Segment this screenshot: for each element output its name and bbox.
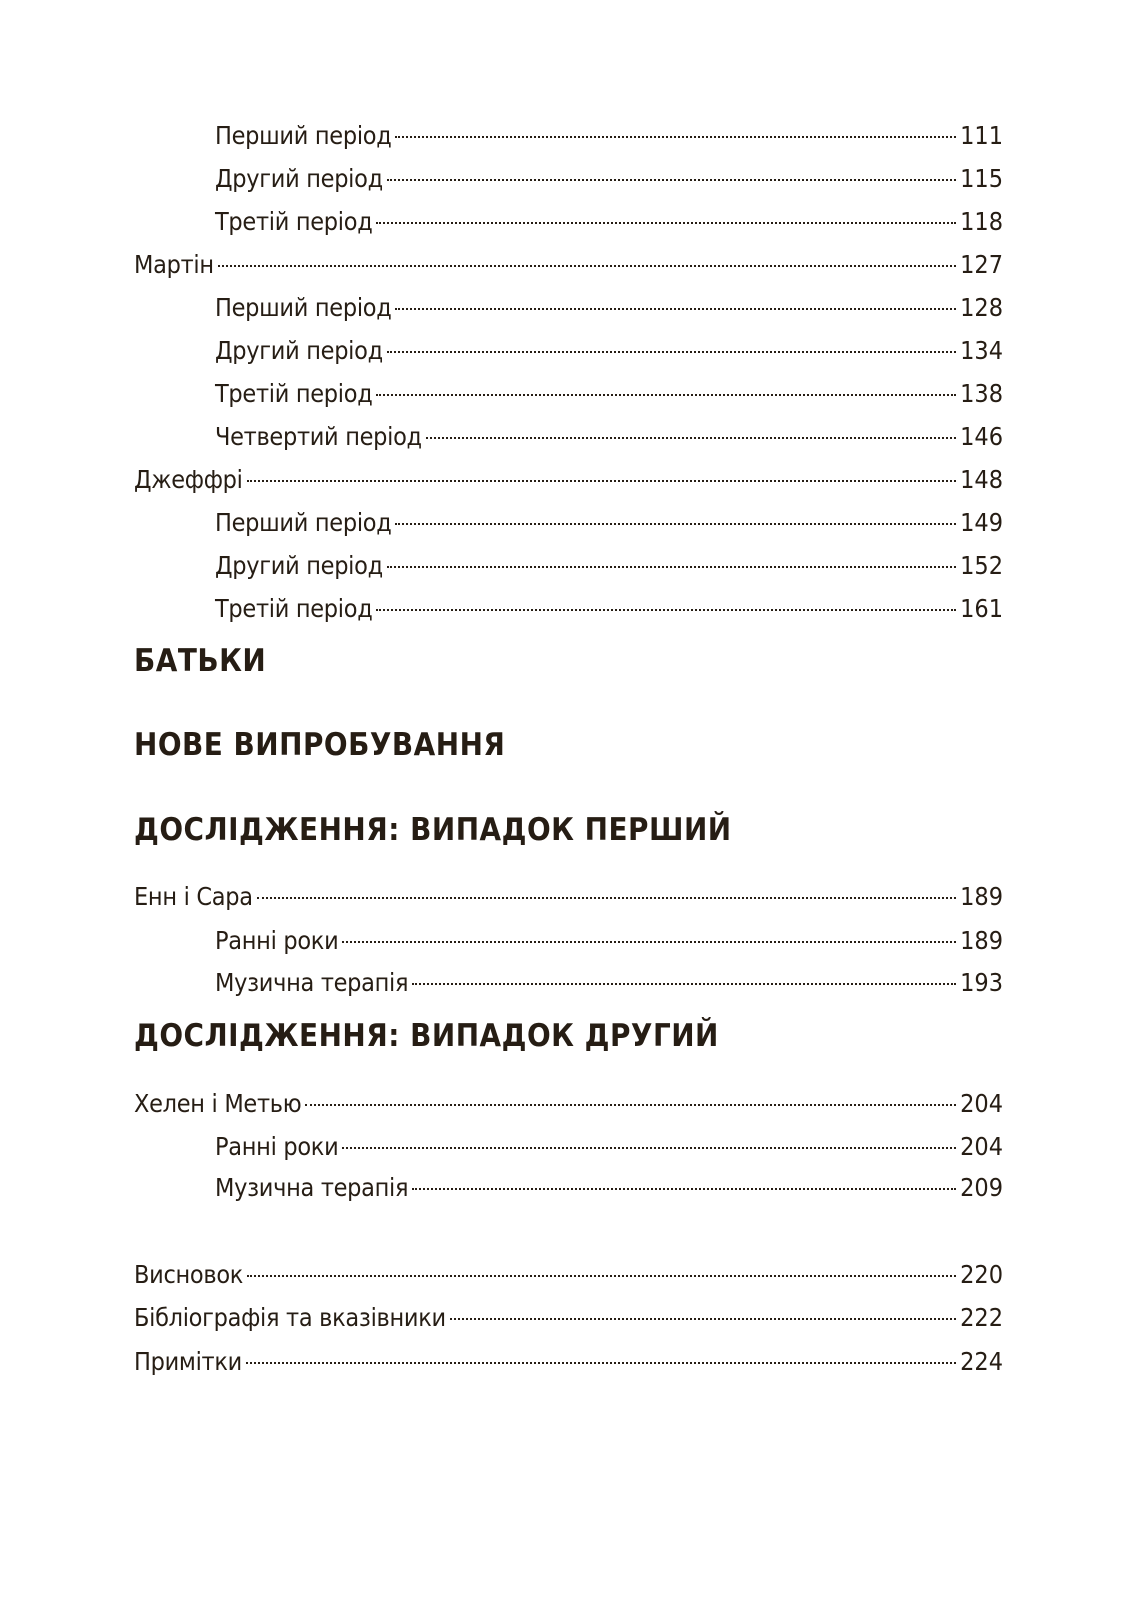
toc-page-number: 146: [960, 422, 1003, 451]
toc-subentry[interactable]: [215, 164, 1003, 194]
toc-entry[interactable]: [134, 1260, 1003, 1290]
toc-subentry[interactable]: [215, 336, 1003, 366]
dot-leader: [257, 897, 956, 899]
toc-page-number: 222: [960, 1303, 1003, 1332]
toc-page-number: 127: [960, 250, 1003, 279]
toc-page-number: 209: [960, 1173, 1003, 1202]
toc-entry[interactable]: [134, 1347, 1003, 1377]
toc-entry[interactable]: [134, 882, 1003, 912]
dot-leader: [342, 941, 956, 943]
toc-subentry[interactable]: [215, 207, 1003, 237]
toc-subentry[interactable]: [215, 594, 1003, 624]
toc-entry-label: Другий період: [215, 551, 383, 580]
toc-page-number: 161: [960, 594, 1003, 623]
dot-leader: [305, 1104, 956, 1106]
dot-leader: [426, 437, 956, 439]
toc-page-number: 128: [960, 293, 1003, 322]
section-heading[interactable]: ДОСЛІДЖЕННЯ: ВИПАДОК ДРУГИЙ: [134, 1018, 719, 1054]
toc-entry-label: Другий період: [215, 336, 383, 365]
section-heading[interactable]: ДОСЛІДЖЕННЯ: ВИПАДОК ПЕРШИЙ: [134, 812, 732, 848]
toc-page-number: 224: [960, 1347, 1003, 1376]
toc-entry-label: Музична терапія: [215, 968, 409, 997]
toc-entry[interactable]: [134, 1303, 1003, 1333]
toc-entry-label: Перший період: [215, 508, 392, 537]
dot-leader: [376, 609, 956, 611]
toc-entry[interactable]: [134, 1089, 1003, 1119]
toc-page-number: 220: [960, 1260, 1003, 1289]
dot-leader: [395, 523, 956, 525]
toc-entry-label: Хелен і Метью: [134, 1089, 302, 1118]
toc-entry-label: Третій період: [215, 379, 373, 408]
toc-entry-label: Джеффрі: [134, 465, 243, 494]
dot-leader: [247, 1275, 956, 1277]
toc-subentry[interactable]: [215, 379, 1003, 409]
toc-page-number: 134: [960, 336, 1003, 365]
toc-entry-label: Четвертий період: [215, 422, 422, 451]
dot-leader: [342, 1147, 956, 1149]
dot-leader: [376, 394, 956, 396]
toc-subentry[interactable]: [215, 508, 1003, 538]
toc-page-number: 152: [960, 551, 1003, 580]
toc-entry-label: Третій період: [215, 207, 373, 236]
toc-entry-label: Другий період: [215, 164, 383, 193]
toc-entry-label: Перший період: [215, 293, 392, 322]
toc-subentry[interactable]: [215, 968, 1003, 998]
toc-entry-label: Ранні роки: [215, 926, 339, 955]
toc-entry-label: Енн і Сара: [134, 882, 253, 911]
dot-leader: [247, 480, 957, 482]
toc-subentry[interactable]: [215, 1173, 1003, 1203]
dot-leader: [246, 1362, 956, 1364]
toc-subentry[interactable]: [215, 293, 1003, 323]
toc-page-number: 138: [960, 379, 1003, 408]
toc-entry-label: Музична терапія: [215, 1173, 409, 1202]
toc-entry[interactable]: [134, 465, 1003, 495]
dot-leader: [450, 1318, 956, 1320]
section-heading[interactable]: БАТЬКИ: [134, 643, 267, 679]
toc-subentry[interactable]: [215, 422, 1003, 452]
toc-page-number: 189: [960, 882, 1003, 911]
dot-leader: [412, 983, 956, 985]
toc-page-number: 204: [960, 1089, 1003, 1118]
toc-subentry[interactable]: [215, 551, 1003, 581]
toc-subentry[interactable]: [215, 1132, 1003, 1162]
toc-page-number: 189: [960, 926, 1003, 955]
toc-entry-label: Бібліографія та вказівники: [134, 1303, 446, 1332]
toc-page-number: 149: [960, 508, 1003, 537]
toc-page-number: 148: [960, 465, 1003, 494]
dot-leader: [395, 136, 956, 138]
dot-leader: [218, 265, 956, 267]
dot-leader: [387, 179, 956, 181]
toc-page-number: 118: [960, 207, 1003, 236]
dot-leader: [376, 222, 956, 224]
toc-page-number: 111: [960, 121, 1003, 150]
toc-page-number: 193: [960, 968, 1003, 997]
toc-entry-label: Примітки: [134, 1347, 242, 1376]
dot-leader: [395, 308, 956, 310]
dot-leader: [412, 1188, 956, 1190]
toc-entry-label: Висновок: [134, 1260, 244, 1289]
toc-subentry[interactable]: [215, 926, 1003, 956]
dot-leader: [387, 566, 956, 568]
toc-entry-label: Третій період: [215, 594, 373, 623]
toc-page-number: 115: [960, 164, 1003, 193]
toc-entry-label: Ранні роки: [215, 1132, 339, 1161]
toc-entry-label: Перший період: [215, 121, 392, 150]
toc-page-number: 204: [960, 1132, 1003, 1161]
toc-subentry[interactable]: [215, 121, 1003, 151]
toc-entry-label: Мартін: [134, 250, 214, 279]
toc-entry[interactable]: [134, 250, 1003, 280]
dot-leader: [387, 351, 956, 353]
section-heading[interactable]: НОВЕ ВИПРОБУВАННЯ: [134, 727, 506, 763]
